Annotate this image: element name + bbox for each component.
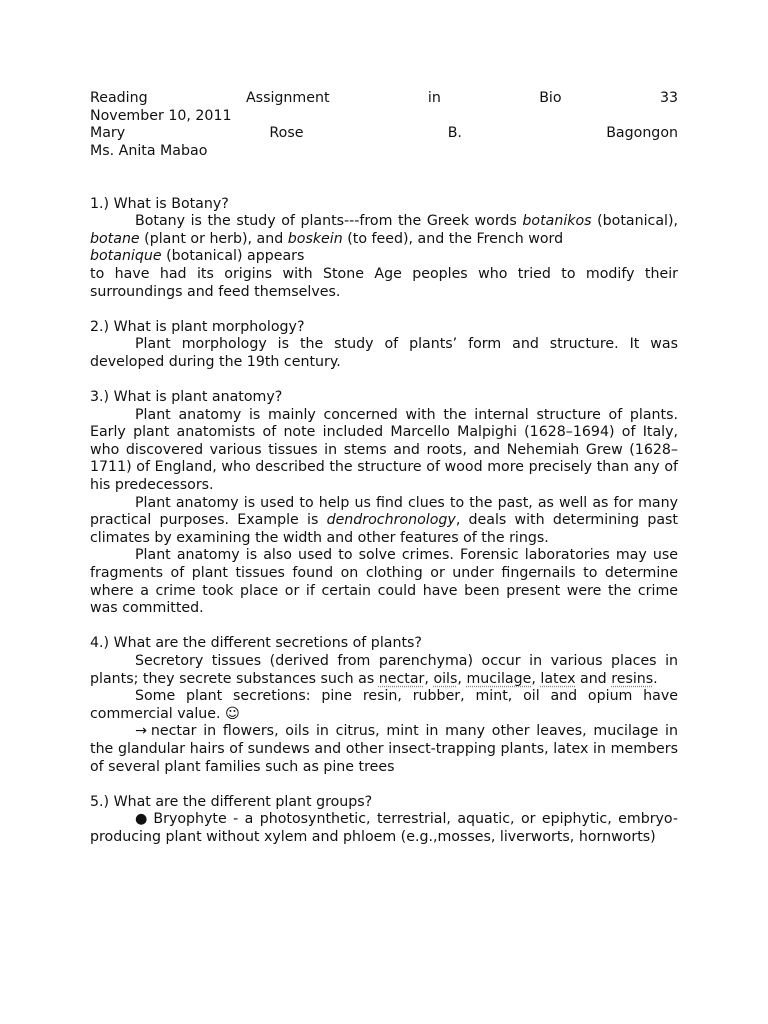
answer-4-paragraph-3: → nectar in flowers, oils in citrus, mint in many other leaves, mucilage in the glandular hairs of sundews and other insect-trapping plants, latex in members of several plant families such as pine trees: [90, 723, 678, 775]
header-word: Bagongon: [606, 125, 678, 142]
question-1: 1.) What is Botany?: [90, 195, 229, 212]
arrow-icon: →: [135, 723, 147, 740]
header-line-1: [90, 90, 678, 108]
answer-3-paragraph-2: Plant anatomy is used to help us find clues to the past, as well as for many practical purposes. Example is dendrochronology, deals with determining past climates by examining the width and other features of the rings.: [90, 494, 678, 546]
answer-2: Plant morphology is the study of plants’ form and structure. It was developed during the 19th century.: [90, 336, 678, 370]
term-nectar: nectar: [378, 670, 425, 687]
answer-1-paragraph-2: to have had its origins with Stone Age peoples who tried to modify their surroundings and feed themselves.: [90, 265, 678, 300]
question-2: 2.) What is plant morphology?: [90, 318, 305, 335]
header-word: Reading: [90, 90, 148, 106]
header-word: in: [427, 90, 441, 106]
document-page: [90, 90, 678, 847]
answer-5-item-1: ● Bryophyte - a photosynthetic, terrestrial, aquatic, or epiphytic, embryo- producing plant without xylem and phloem (e.g.,mosses, liverworts, hornworts): [90, 811, 678, 845]
header-word: Mary: [90, 125, 126, 142]
answer-3-paragraph-3: Plant anatomy is also used to solve crimes. Forensic laboratories may use fragments of plant tissues found on clothing or under fingernails to determine where a crime took place or if certain could have been present were the crime was committed.: [90, 547, 678, 617]
header-word: Rose: [269, 125, 304, 142]
header-word: B.: [447, 125, 462, 142]
header-teacher: Ms. Anita Mabao: [90, 142, 208, 159]
answer-4-paragraph-1: Secretory tissues (derived from parenchyma) occur in various places in plants; they secrete substances such as nectar, oils, mucilage, latex and resins.: [90, 653, 678, 687]
header-word: 33: [659, 90, 678, 106]
header-word: Assignment: [245, 90, 330, 106]
question-5: 5.) What are the different plant groups?: [90, 793, 373, 810]
header-word: Bio: [539, 90, 562, 106]
answer-4-paragraph-2: Some plant secretions: pine resin, rubber, mint, oil and opium have commercial value. ☺: [90, 688, 678, 722]
header-line-3: [90, 125, 678, 143]
term-latex: latex: [540, 670, 576, 687]
answer-3-paragraph-1: Plant anatomy is mainly concerned with the internal structure of plants. Early plant anatomists of note included Marcello Malpighi (1628–1694) of Italy, who discovered various tissues in stems and roots, and Nehemiah Grew (1628–1711) of England, who described the structure of wood more precisely than any of his predecessors.: [90, 406, 678, 494]
question-3: 3.) What is plant anatomy?: [90, 389, 283, 406]
term-oils: oils: [433, 670, 458, 687]
bullet-icon: ●: [135, 811, 148, 828]
question-4: 4.) What are the different secretions of plants?: [90, 635, 422, 652]
header-date: November 10, 2011: [90, 107, 232, 124]
answer-1-paragraph-1: Botany is the study of plants---from the Greek words botanikos (botanical), botane (plant or herb), and boskein (to feed), and the French word botanique (botanical) appears: [90, 213, 679, 265]
term-resins: resins: [611, 670, 654, 687]
term-mucilage: mucilage: [466, 670, 532, 687]
